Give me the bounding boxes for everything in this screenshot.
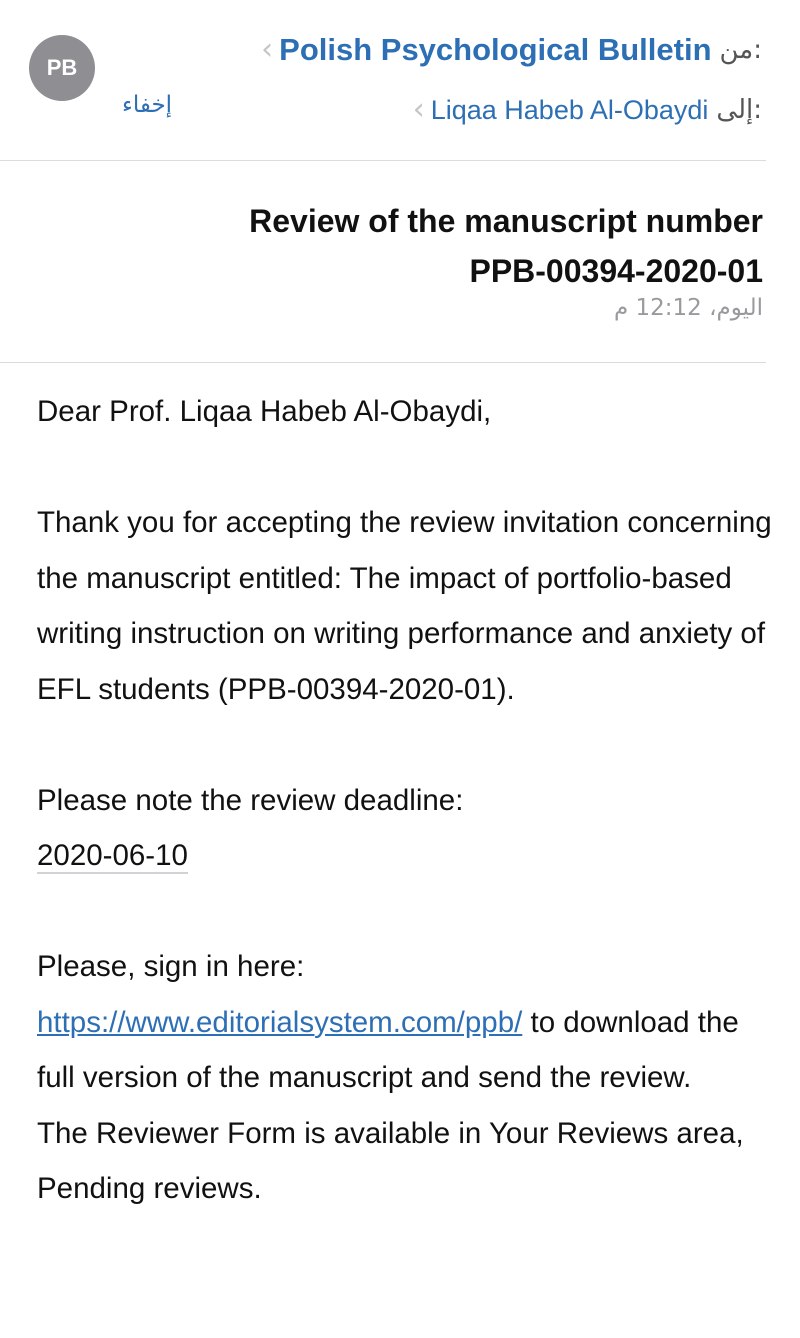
from-row <box>261 25 762 75</box>
signin-suffix: to download the full version of the manuscript and send the review. <box>37 1005 739 1094</box>
editorial-system-link[interactable]: https://www.editorialsystem.com/ppb/ <box>37 1005 523 1039</box>
header-divider <box>0 160 766 161</box>
paragraph-invitation: Thank you for accepting the review invitation concerning the manuscript entitled: The impact of portfolio-based writing instruction on writing performance and anxiety of EFL students (PPB-00394-2020-01). <box>37 506 772 706</box>
recipient-name[interactable]: Liqaa Habeb Al-Obaydi <box>430 94 709 125</box>
signin-prefix: Please, sign in here: <box>37 950 305 983</box>
subject-line-1: Review of the manuscript number <box>249 203 763 239</box>
subject-divider <box>0 362 766 363</box>
subject-line-2: PPB-00394-2020-01 <box>469 253 763 289</box>
deadline-label: Please note the review deadline: <box>37 783 464 817</box>
email-header <box>0 0 800 160</box>
email-body <box>37 384 772 1217</box>
reviewer-form-note: The Reviewer Form is available in Your Reviews area, Pending reviews. <box>37 1116 744 1205</box>
chevron-left-icon: ‹ <box>412 92 425 127</box>
email-timestamp: اليوم، 12:12 م <box>613 295 763 321</box>
deadline-date[interactable]: 2020-06-10 <box>37 839 188 872</box>
greeting: Dear Prof. Liqaa Habeb Al-Obaydi, <box>37 395 492 428</box>
to-label: إلى: <box>716 95 762 125</box>
sender-name[interactable]: Polish Psychological Bulletin <box>279 32 712 67</box>
to-row <box>413 88 762 132</box>
deadline-row <box>37 828 772 884</box>
chevron-left-icon: ‹ <box>261 32 274 67</box>
email-subject <box>123 196 763 296</box>
hide-details-button[interactable]: إخفاء <box>122 92 173 118</box>
signin-paragraph <box>37 939 772 1106</box>
from-label: من: <box>719 35 762 65</box>
sender-avatar[interactable]: PB <box>29 35 95 101</box>
